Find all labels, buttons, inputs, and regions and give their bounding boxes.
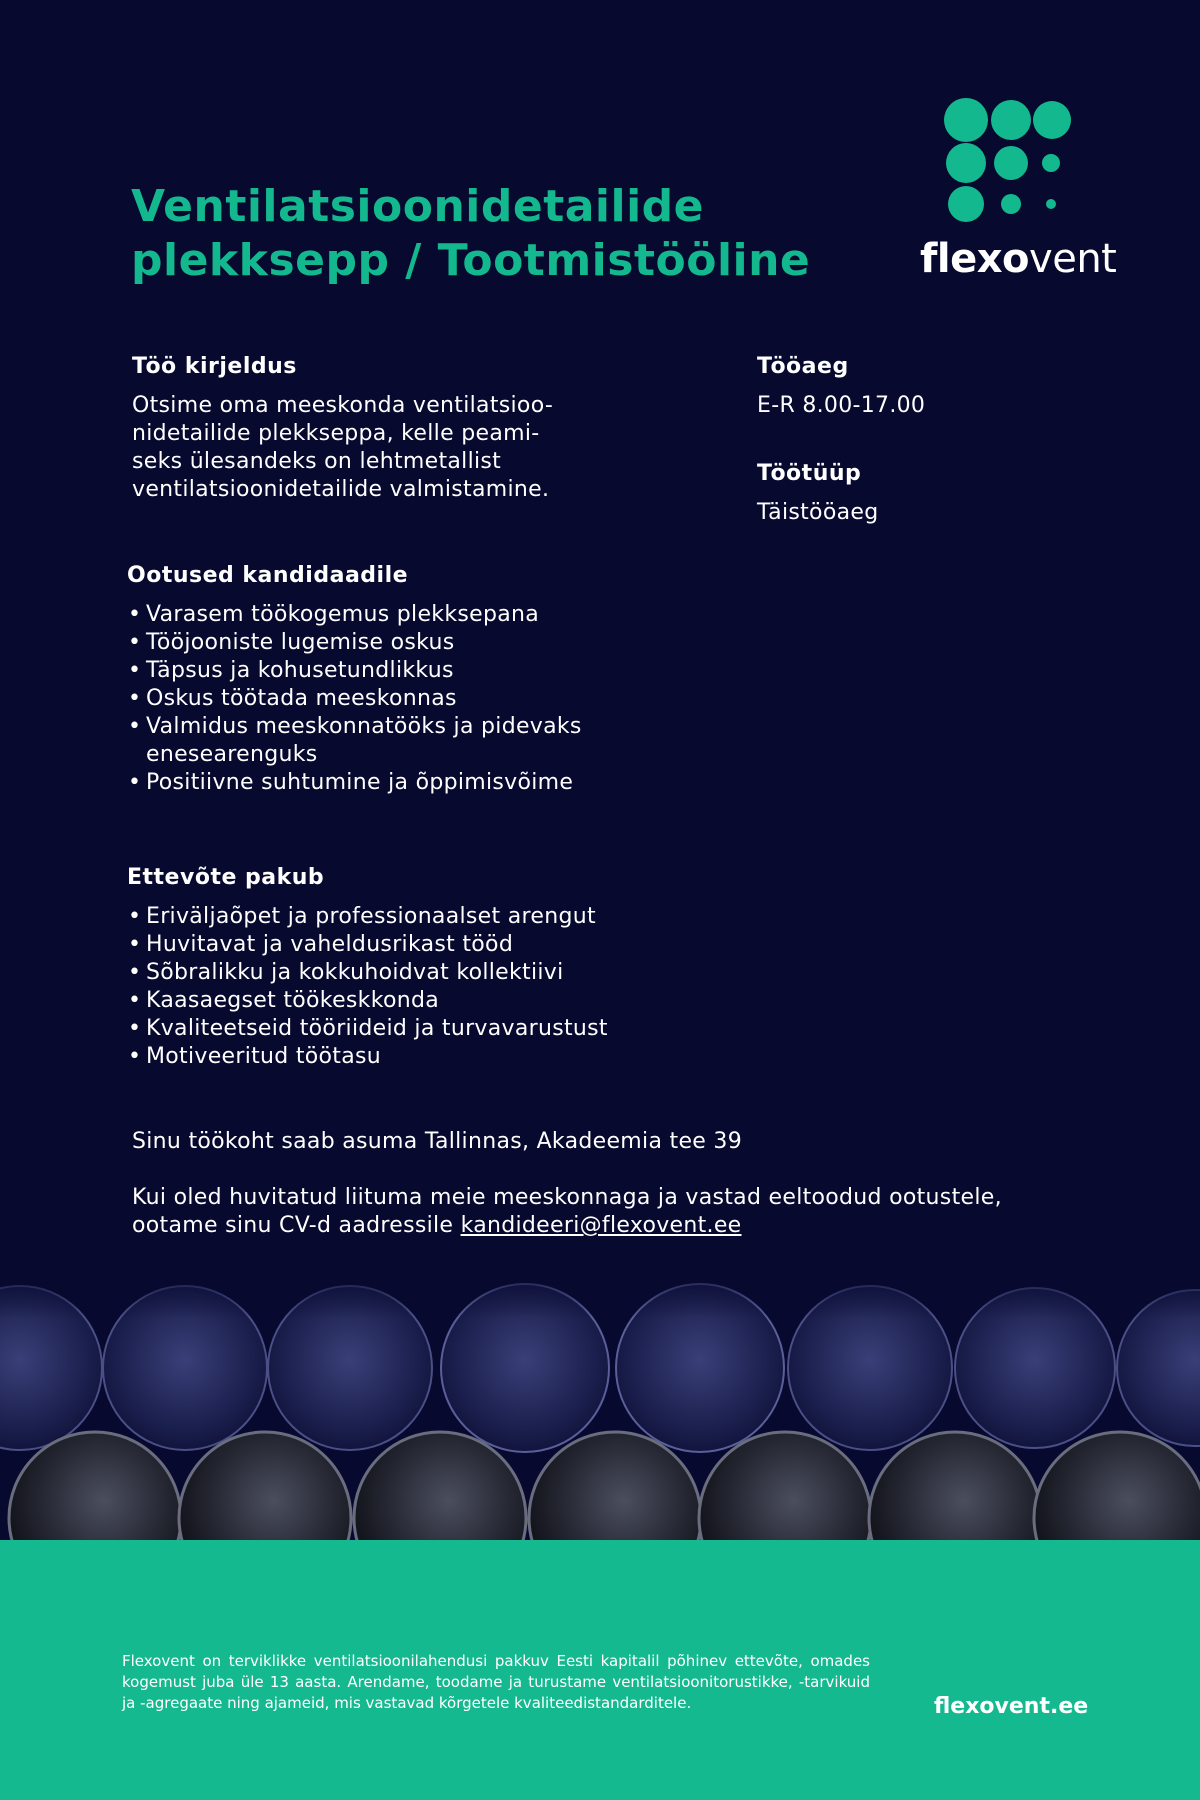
list-item: • Oskus töötada meeskonnas (128, 685, 648, 713)
job-description-line: ventilatsioonidetailide valmistamine. (132, 477, 550, 502)
job-description-text (132, 392, 652, 504)
job-description-line: seks ülesandeks on lehtmetallist (132, 449, 502, 474)
list-item: • Positiivne suhtumine ja õppimisvõime (128, 769, 648, 797)
working-hours-heading: Tööaeg (757, 354, 849, 379)
contact-prefix: ootame sinu CV-d aadressile (132, 1213, 461, 1238)
list-item: • Eriväljaõpet ja professionaalset arengut (128, 903, 788, 931)
job-description-line: Otsime oma meeskonda ventilatsioo- (132, 393, 554, 418)
offer-heading: Ettevõte pakub (127, 865, 325, 890)
expectations-list (128, 601, 648, 797)
company-about-text: Flexovent on terviklikke ventilatsioonilahendusi pakkuv Eesti kapitalil põhinev ettevõte, omades kogemust juba üle 13 aasta. Arendame, toodame ja turustame ventilatsioonitorustikke, -tarvikuid ja -agregaate ning ajameid, mis vastavad kõrgetele kvaliteedistandarditele. (122, 1652, 870, 1712)
offer-list (128, 903, 788, 1071)
contact-text (132, 1184, 1092, 1240)
dot-grid-logo-icon (918, 96, 1078, 226)
expectations-heading: Ootused kandidaadile (127, 563, 409, 588)
job-description-heading: Töö kirjeldus (132, 354, 297, 379)
email-link[interactable]: kandideeri@flexovent.ee (460, 1213, 742, 1238)
working-hours-value: E-R 8.00-17.00 (757, 393, 926, 418)
job-type-value: Täistööaeg (757, 500, 879, 525)
contact-line-1: Kui oled huvitatud liituma meie meeskonnaga ja vastad eeltoodud ootustele, (132, 1185, 1002, 1210)
job-type-heading: Töötüüp (757, 461, 862, 486)
location-text: Sinu töökoht saab asuma Tallinnas, Akadeemia tee 39 (132, 1129, 743, 1154)
logo-wordmark-light: vent (1029, 236, 1117, 282)
list-item: • Valmidus meeskonnatööks ja pidevaks enesearenguks (128, 713, 648, 769)
list-item: • Tööjooniste lugemise oskus (128, 629, 648, 657)
logo-wordmark-bold: flexo (920, 236, 1030, 282)
job-title-line-2: plekksepp / Tootmistööline (131, 235, 811, 286)
website-link[interactable]: flexovent.ee (934, 1694, 1089, 1719)
list-item: • Motiveeritud töötasu (128, 1043, 788, 1071)
list-item: • Huvitavat ja vaheldusrikast tööd (128, 931, 788, 959)
list-item: • Varasem töökogemus plekksepana (128, 601, 648, 629)
flexovent-logo (918, 96, 1117, 286)
list-item: • Kvaliteetseid tööriideid ja turvavarustust (128, 1015, 788, 1043)
job-title-line-1: Ventilatsioonidetailide (131, 181, 705, 232)
list-item: • Täpsus ja kohusetundlikkus (128, 657, 648, 685)
job-description-line: nidetailide plekkseppa, kelle peami- (132, 421, 540, 446)
contact-line-2 (132, 1212, 1092, 1240)
logo-wordmark (920, 236, 1116, 282)
job-title (131, 180, 891, 288)
list-item: • Kaasaegset töökeskkonda (128, 987, 788, 1015)
list-item: • Sõbralikku ja kokkuhoidvat kollektiivi (128, 959, 788, 987)
